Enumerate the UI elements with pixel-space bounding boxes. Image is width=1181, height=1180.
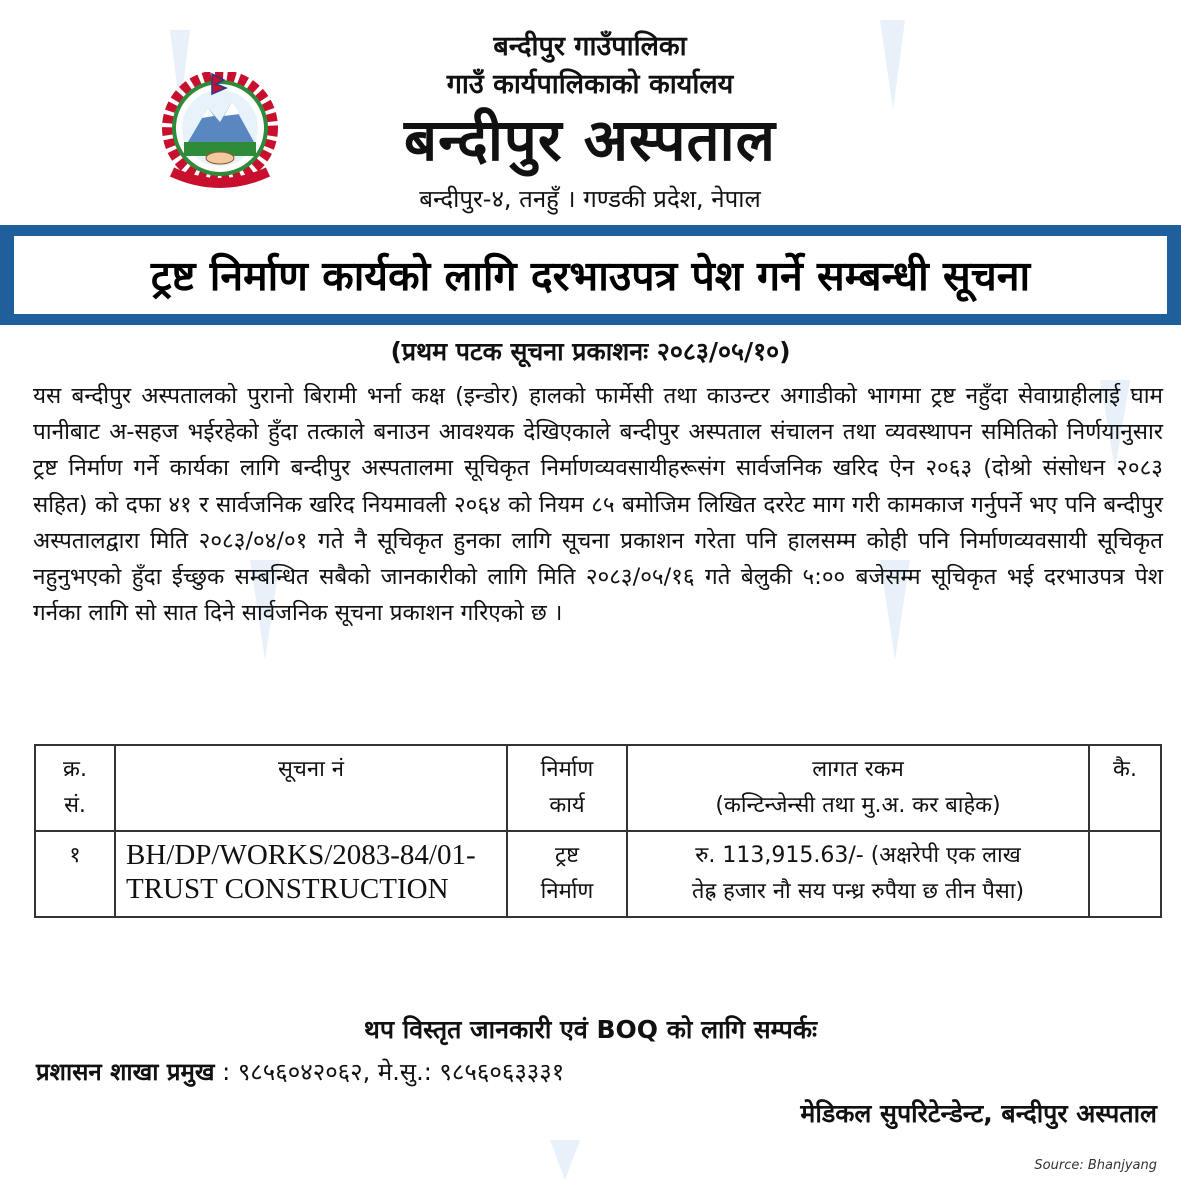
notice-title: ट्रष्ट निर्माण कार्यको लागि दरभाउपत्र पेश गर्ने सम्बन्धी सूचना bbox=[150, 252, 1031, 300]
row-work: ट्रष्ट निर्माण bbox=[507, 831, 627, 917]
header-cost: लागत रकम (कन्टिन्जेन्सी तथा मु.अ. कर बाहेक) bbox=[627, 745, 1089, 831]
notice-body: यस बन्दीपुर अस्पतालको पुरानो बिरामी भर्ना कक्ष (इन्डोर) हालको फार्मेसी तथा काउन्टर अगाडीको भागमा ट्रष्ट नहुँदा सेवाग्राहीलाई घाम पानीबाट अ-सहज भईरहेको हुँदा तत्काले बनाउन आवश्यक देखिएकाले बन्दीपुर अस्पताल संचालन तथा व्यवस्थापन समितिको निर्णयानुसार ट्रष्ट निर्माण गर्ने कार्यका लागि बन्दीपुर अस्पतालमा सूचिकृत निर्माणव्यवसायीहरूसंग सार्वजनिक खरिद ऐन २०६३ (दोश्रो संसोधन २०८३ सहित) को दफा ४१ र सार्वजनिक खरिद नियमावली २०६४ को नियम ८५ बमोजिम लिखित दररेट माग गरी कामकाज गर्नुपर्ने भए पनि बन्दीपुर अस्पतालद्वारा मिति २०८३/०४/०१ गते नै सूचिकृत हुनका लागि सूचना प्रकाशन गरेता पनि हालसम्म कोही पनि निर्माणव्यवसायी सूचिकृत नहुनुभएको हुँदा ईच्छुक सम्बन्धित सबैको जानकारीको लागि मिति २०८३/०५/१६ गते बेलुकी ५:०० बजेसम्म सूचिकृत भई दरभाउपत्र पेश गर्नका लागि सो सात दिने सार्वजनिक सूचना प्रकाशन गरिएको छ । bbox=[33, 383, 1163, 627]
header-notice-no: सूचना नं bbox=[115, 745, 507, 831]
source-credit: Source: Bhanjyang bbox=[1034, 1158, 1157, 1173]
contact-phones bbox=[36, 1055, 564, 1088]
contact-heading: थप विस्तृत जानकारी एवं BOQ को लागि सम्पर्कः bbox=[363, 1015, 818, 1044]
tender-table bbox=[34, 744, 1162, 918]
office-name: गाउँ कार्यपालिकाको कार्यालय bbox=[446, 69, 734, 100]
row-sn: १ bbox=[35, 831, 115, 917]
row-cost: रु. 113,915.63/- (अक्षरेपी एक लाख तेह्र हजार नौ सय पन्ध्र रुपैया छ तीन पैसा) bbox=[627, 831, 1089, 917]
header-sn: क्र. सं. bbox=[35, 745, 115, 831]
table-row bbox=[35, 831, 1161, 917]
publication-date: (प्रथम पटक सूचना प्रकाशनः २०८३/०५/१०) bbox=[390, 337, 791, 366]
hospital-title: बन्दीपुर अस्पताल bbox=[404, 106, 776, 174]
municipality-name: बन्दीपुर गाउँपालिका bbox=[493, 31, 687, 62]
signature: मेडिकल सुपरिटेन्डेन्ट, बन्दीपुर अस्पताल bbox=[800, 1099, 1157, 1128]
row-notice-no: BH/DP/WORKS/2083-84/01-TRUST CONSTRUCTION bbox=[115, 831, 507, 917]
header-remarks: कै. bbox=[1089, 745, 1161, 831]
contact-label: प्रशासन शाखा प्रमुख bbox=[36, 1058, 215, 1086]
row-remarks bbox=[1089, 831, 1161, 917]
table-header-row bbox=[35, 745, 1161, 831]
address: बन्दीपुर-४, तनहुँ । गण्डकी प्रदेश, नेपाल bbox=[419, 185, 761, 213]
notice-banner bbox=[0, 225, 1181, 325]
nepal-government-emblem bbox=[150, 72, 290, 190]
header-work: निर्माण कार्य bbox=[507, 745, 627, 831]
contact-numbers: : ९८५६०४२०६२, मे.सु.: ९८५६०६३३३१ bbox=[214, 1058, 565, 1086]
notice-banner-box bbox=[12, 234, 1169, 316]
